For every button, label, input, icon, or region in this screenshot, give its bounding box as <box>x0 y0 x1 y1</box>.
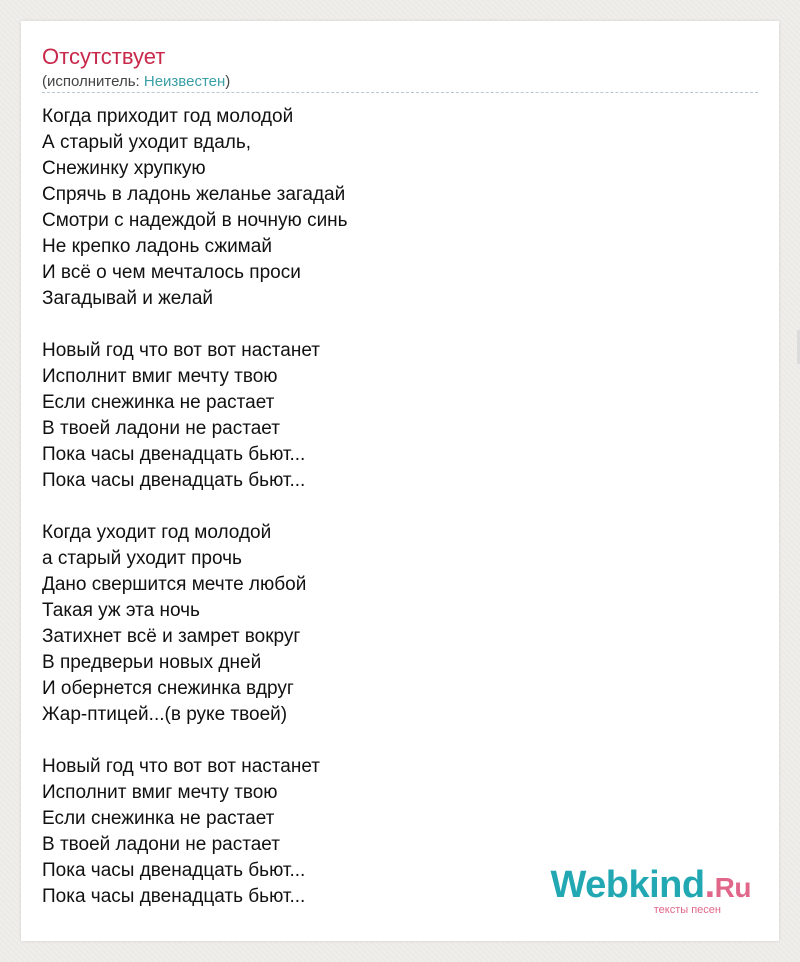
lyric-line: Жар-птицей...(в руке твоей) <box>42 704 288 725</box>
lyric-line: Спрячь в ладонь желанье загадай <box>42 184 346 205</box>
logo-dot: . <box>704 864 715 906</box>
lyric-line: Исполнит вмиг мечту твою <box>42 366 278 387</box>
lyrics-card <box>21 21 779 941</box>
stanza-gap <box>42 312 348 338</box>
lyric-line: Затихнет всё и замрет вокруг <box>42 626 301 647</box>
lyric-line: Пока часы двенадцать бьют... <box>42 470 306 491</box>
lyrics-text <box>42 104 348 910</box>
lyric-line: Пока часы двенадцать бьют... <box>42 886 306 907</box>
lyric-line: И всё о чем мечталось проси <box>42 262 301 283</box>
song-title: Отсутствует <box>42 44 166 69</box>
lyric-line: Новый год что вот вот настанет <box>42 756 320 777</box>
lyric-line: Если снежинка не растает <box>42 392 275 413</box>
header-divider <box>42 92 758 93</box>
lyric-line: Новый год что вот вот настанет <box>42 340 320 361</box>
lyric-line: Пока часы двенадцать бьют... <box>42 860 306 881</box>
artist-line <box>42 72 230 92</box>
logo-name: Webkind <box>550 864 705 906</box>
lyric-line: а старый уходит прочь <box>42 548 242 569</box>
lyric-line: Пока часы двенадцать бьют... <box>42 444 306 465</box>
artist-link[interactable]: Неизвестен <box>143 73 226 90</box>
lyric-line: Не крепко ладонь сжимай <box>42 236 272 257</box>
logo-wordmark <box>550 866 751 907</box>
lyric-line: А старый уходит вдаль, <box>42 132 252 153</box>
logo-tld: Ru <box>714 872 751 903</box>
artist-suffix: ) <box>225 73 231 90</box>
lyric-line: Такая уж эта ночь <box>42 600 200 621</box>
lyric-line: Когда приходит год молодой <box>42 106 294 127</box>
lyric-line: Когда уходит год молодой <box>42 522 272 543</box>
lyric-line: Если снежинка не растает <box>42 808 275 829</box>
lyric-line: В твоей ладони не растает <box>42 418 280 439</box>
artist-prefix: (исполнитель: <box>42 73 144 90</box>
stanza-gap <box>42 728 348 754</box>
lyric-line: Снежинку хрупкую <box>42 158 206 179</box>
lyric-line: Смотри с надеждой в ночную синь <box>42 210 348 231</box>
lyric-line: В твоей ладони не растает <box>42 834 280 855</box>
site-logo[interactable] <box>550 866 751 916</box>
stanza-gap <box>42 494 348 520</box>
lyric-line: Исполнит вмиг мечту твою <box>42 782 278 803</box>
lyric-line: Дано свершится мечте любой <box>42 574 307 595</box>
lyric-line: И обернется снежинка вдруг <box>42 678 294 699</box>
lyric-line: Загадывай и желай <box>42 288 214 309</box>
logo-tagline: тексты песен <box>653 904 721 916</box>
lyric-line: В предверьи новых дней <box>42 652 262 673</box>
